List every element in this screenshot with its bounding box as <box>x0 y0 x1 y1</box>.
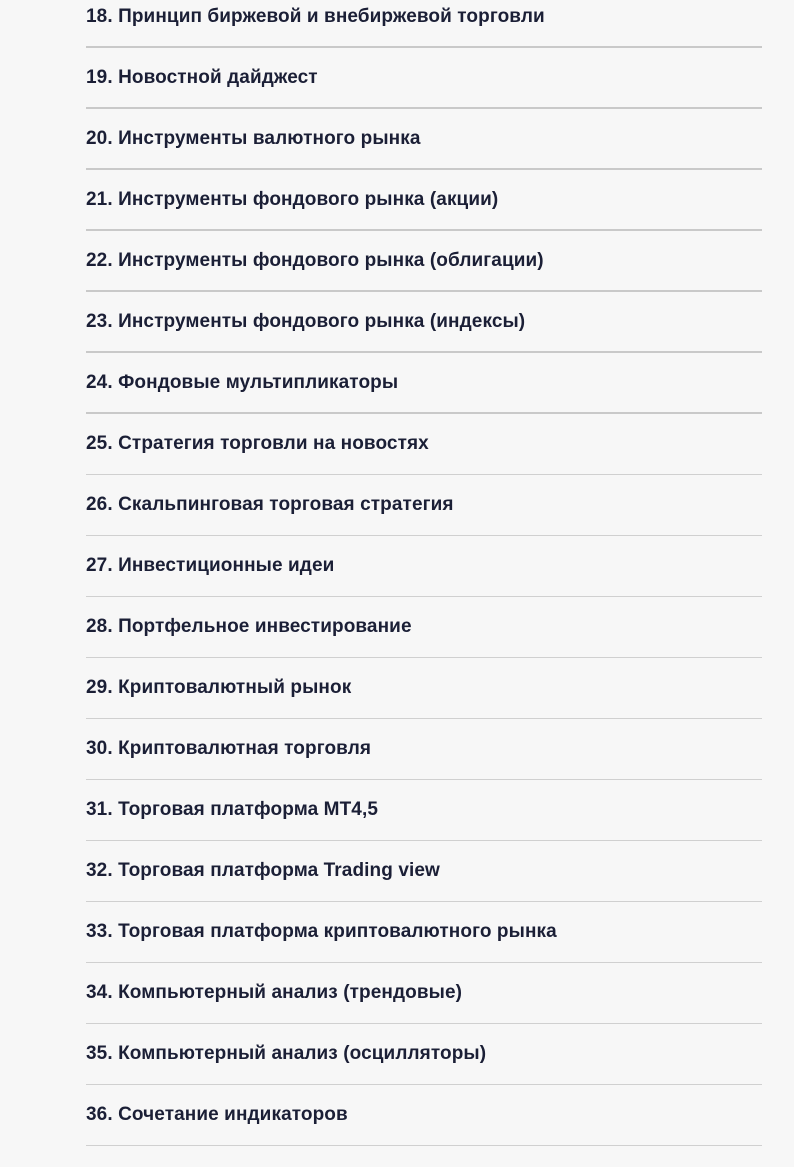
list-item <box>86 0 762 48</box>
lesson-list <box>86 0 762 1146</box>
lesson-title: 36. Сочетание индикаторов <box>86 1104 348 1125</box>
list-item <box>86 597 762 658</box>
list-item <box>86 48 762 109</box>
lesson-title: 19. Новостной дайджест <box>86 66 318 88</box>
lesson-title: 18. Принцип биржевой и внебиржевой торговли <box>86 5 545 27</box>
list-item <box>86 475 762 536</box>
lesson-title: 34. Компьютерный анализ (трендовые) <box>86 982 463 1003</box>
lesson-title: 23. Инструменты фондового рынка (индексы) <box>86 310 526 332</box>
lesson-title: 27. Инвестиционные идеи <box>86 555 335 576</box>
list-item <box>86 109 762 170</box>
lesson-title: 21. Инструменты фондового рынка (акции) <box>86 188 499 210</box>
list-item <box>86 170 762 231</box>
list-item <box>86 1024 762 1085</box>
lesson-title: 28. Портфельное инвестирование <box>86 616 412 637</box>
list-item <box>86 414 762 475</box>
lesson-title: 26. Скальпинговая торговая стратегия <box>86 494 454 515</box>
lesson-title: 25. Стратегия торговли на новостях <box>86 433 429 454</box>
list-item <box>86 1085 762 1146</box>
list-item <box>86 780 762 841</box>
lesson-title: 29. Криптовалютный рынок <box>86 677 352 698</box>
lesson-title: 20. Инструменты валютного рынка <box>86 127 421 149</box>
lesson-title: 33. Торговая платформа криптовалютного рынка <box>86 921 557 942</box>
list-item <box>86 719 762 780</box>
lesson-title: 24. Фондовые мультипликаторы <box>86 371 399 393</box>
list-item <box>86 231 762 292</box>
lesson-title: 32. Торговая платформа Trading view <box>86 860 440 881</box>
list-item <box>86 292 762 353</box>
lesson-title: 22. Инструменты фондового рынка (облигации) <box>86 249 544 271</box>
list-item <box>86 963 762 1024</box>
lesson-title: 30. Криптовалютная торговля <box>86 738 372 759</box>
lesson-title: 31. Торговая платформа МТ4,5 <box>86 799 378 820</box>
list-item <box>86 902 762 963</box>
list-item <box>86 658 762 719</box>
lesson-title: 35. Компьютерный анализ (осцилляторы) <box>86 1043 487 1064</box>
list-item <box>86 841 762 902</box>
list-item <box>86 536 762 597</box>
list-item <box>86 353 762 414</box>
